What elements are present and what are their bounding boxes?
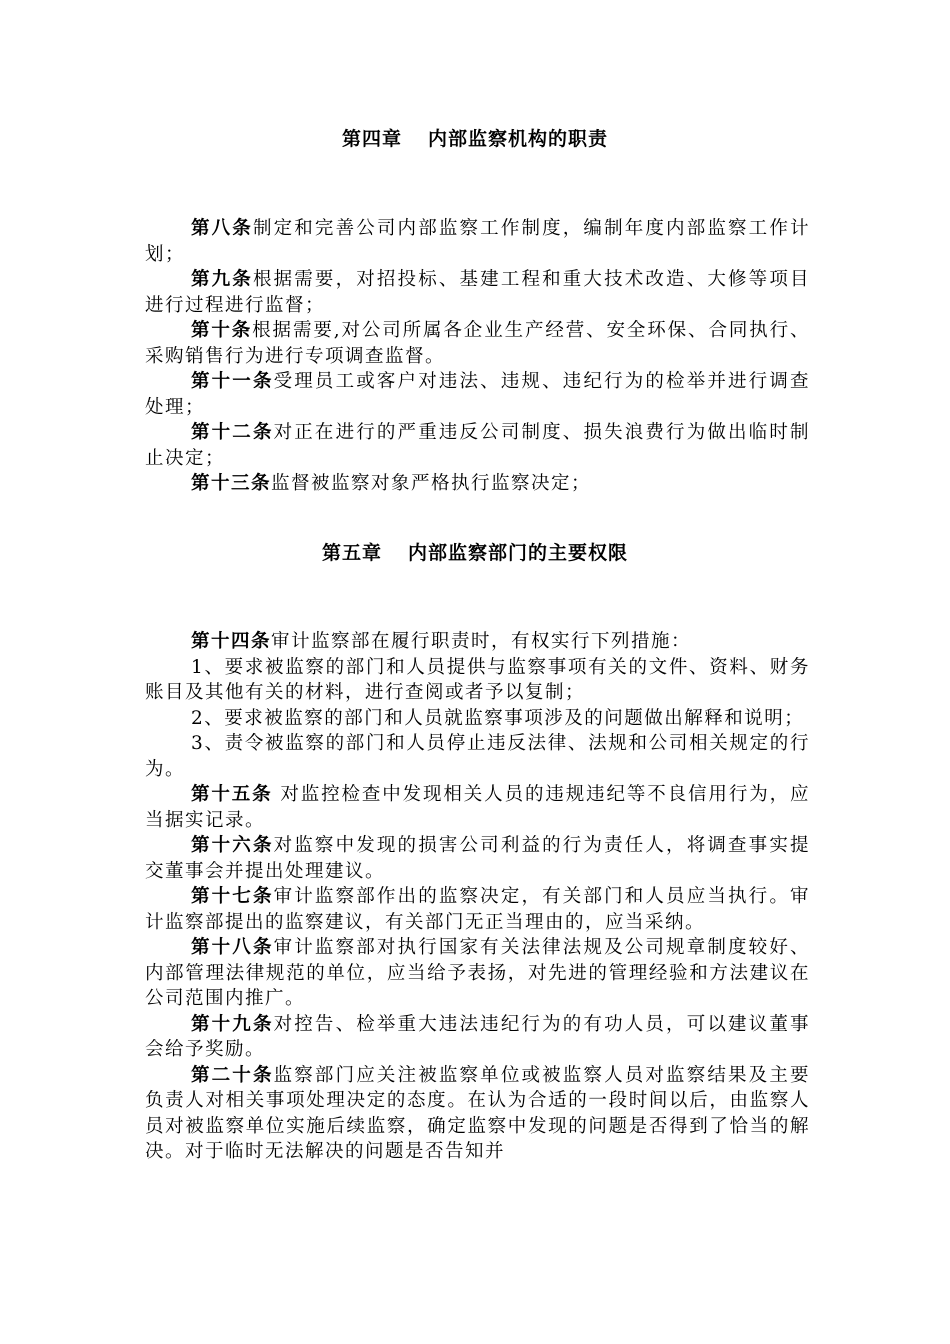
article-text: 受理员工或客户对违法、违规、违纪行为的检举并进行调查处理； (145, 371, 810, 418)
chapter-5-heading: 内部监察部门的主要权限 (408, 542, 629, 564)
article-label: 第十九条 (191, 1013, 274, 1035)
article-label: 第十六条 (191, 835, 274, 856)
chapter-5-title (0, 538, 950, 565)
article-label: 第十一条 (191, 371, 274, 392)
article-13 (145, 471, 810, 497)
chapter-4-body (145, 216, 810, 497)
article-text: 对监控检查中发现相关人员的违规违纪等不良信用行为，应当据实记录。 (145, 784, 810, 831)
chapter-4-title (0, 124, 950, 151)
article-label: 第十三条 (191, 473, 272, 494)
article-text: 审计监察部作出的监察决定，有关部门和人员应当执行。审计监察部提出的监察建议，有关部门无正当理由的，应当采纳。 (145, 886, 810, 933)
article-19 (145, 1012, 810, 1063)
article-text: 监督被监察对象严格执行监察决定； (271, 473, 592, 494)
article-17 (145, 884, 810, 935)
article-label: 第二十条 (191, 1064, 274, 1086)
article-label: 第八条 (191, 218, 253, 239)
chapter-4-number: 第四章 (341, 128, 402, 150)
article-text: 根据需要,对公司所属各企业生产经营、安全环保、合同执行、采购销售行为进行专项调查监督。 (145, 320, 810, 367)
article-label: 第十条 (191, 320, 253, 341)
chapter-5-body (145, 629, 810, 1165)
article-label: 第十四条 (191, 631, 272, 652)
article-12 (145, 420, 810, 471)
article-8 (145, 216, 810, 267)
chapter-4-heading: 内部监察机构的职责 (428, 128, 609, 150)
article-10 (145, 318, 810, 369)
article-14 (145, 629, 810, 655)
article-text: 制定和完善公司内部监察工作制度，编制年度内部监察工作计划； (145, 218, 810, 265)
article-label: 第九条 (191, 269, 253, 290)
article-18 (145, 935, 810, 1012)
article-9 (145, 267, 810, 318)
article-20 (145, 1063, 810, 1165)
article-text: 对监察中发现的损害公司利益的行为责任人，将调查事实提交董事会并提出处理建议。 (145, 835, 810, 882)
article-15 (145, 782, 810, 833)
article-label: 第十二条 (191, 422, 274, 443)
article-text: 根据需要，对招投标、基建工程和重大技术改造、大修等项目进行过程进行监督； (145, 269, 810, 316)
article-text: 监察部门应关注被监察单位或被监察人员对监察结果及主要负责人对相关事项处理决定的态度。在认为合适的一段时间以后，由监察人员对被监察单位实施后续监察，确定监察中发现的问题是否得到了恰当的解决。对于临时无法解决的问题是否告知并 (145, 1064, 810, 1162)
measure-1: 1、要求被监察的部门和人员提供与监察事项有关的文件、资料、财务账目及其他有关的材料，进行查阅或者予以复制； (145, 656, 810, 703)
article-label: 第十七条 (191, 886, 274, 907)
article-text: 审计监察部在履行职责时，有权实行下列措施： (271, 631, 692, 652)
article-text: 审计监察部对执行国家有关法律法规及公司规章制度较好、内部管理法律规范的单位，应当给予表扬，对先进的管理经验和方法建议在公司范围内推广。 (145, 937, 810, 1009)
article-label: 第十八条 (191, 937, 274, 958)
measure-3: 3、责令被监察的部门和人员停止违反法律、法规和公司相关规定的行为。 (145, 733, 810, 780)
chapter-5-number: 第五章 (321, 542, 382, 564)
article-text: 对正在进行的严重违反公司制度、损失浪费行为做出临时制止决定； (145, 422, 810, 469)
article-11 (145, 369, 810, 420)
article-text: 对控告、检举重大违法违纪行为的有功人员，可以建议董事会给予奖励。 (145, 1013, 810, 1060)
article-label: 第十五条 (191, 784, 273, 805)
article-16 (145, 833, 810, 884)
measure-2: 2、要求被监察的部门和人员就监察事项涉及的问题做出解释和说明； (191, 707, 805, 729)
